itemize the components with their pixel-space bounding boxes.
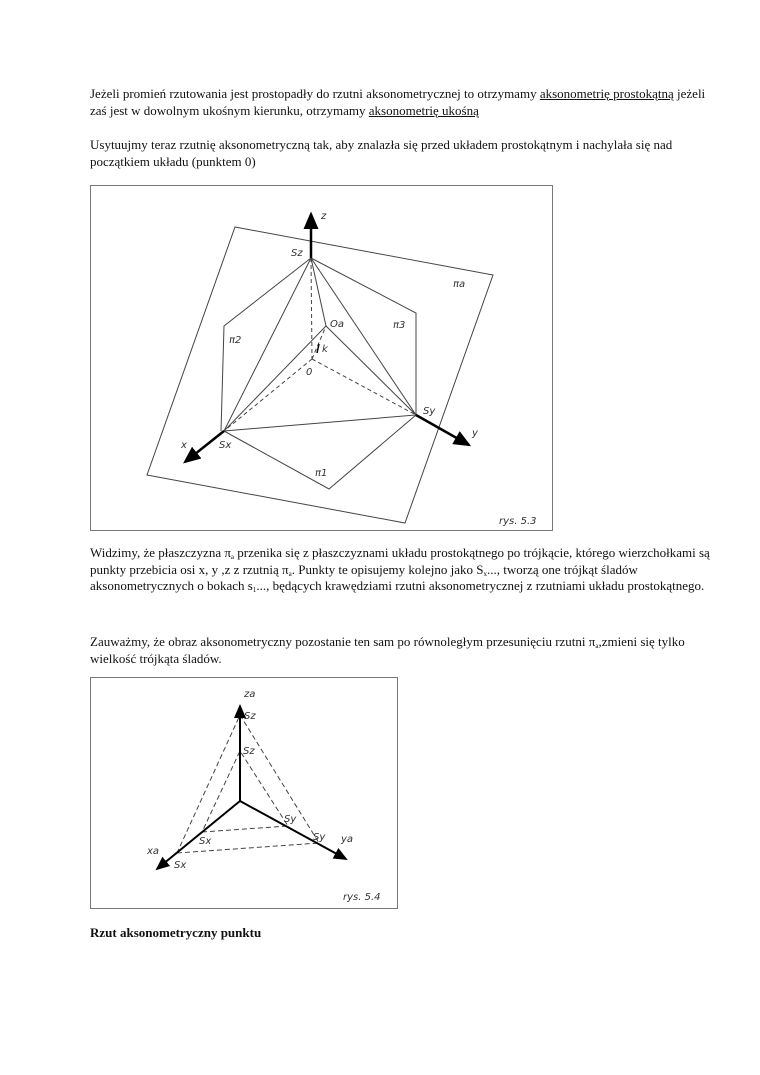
text: Widzimy, że płaszczyzna π [90,545,231,560]
label-o: 0 [306,367,313,378]
label-pi1: π1 [315,468,328,479]
label-sz-inner: Sz [243,746,255,757]
label-xa: xa [147,846,160,857]
text: ,zmieni się tylko wielkość trójkąta śladów. [90,634,685,666]
label-y: y [472,428,478,439]
xa-axis [157,801,240,869]
label-pi-a: πa [453,279,466,290]
label-sy: Sy [423,406,436,417]
link-rectangular-axonometry[interactable]: aksonometrię prostokątną [539,86,674,101]
paragraph-axonometry-types [90,86,710,119]
subscript: a [230,553,235,561]
figure-5-3 [90,185,553,531]
subscript: 1 [252,586,257,594]
ya-axis [240,801,346,859]
label-sy-outer: Sy [313,832,326,843]
figure-caption: rys. 5.3 [499,516,537,527]
figure-5-4-drawing [91,678,397,908]
label-sy-inner: Sy [284,814,297,825]
label-pi2: π2 [229,335,242,346]
label-sx-inner: Sx [199,836,212,847]
figure-5-3-drawing [91,186,552,530]
label-k: k [322,344,328,355]
label-x: x [181,440,187,451]
section-heading: Rzut aksonometryczny punktu [90,925,262,940]
text: przenika się z płaszczyznami układu prostokątnego po trójkącie, którego wierzchołkami są punkty przebicia osi x, y ,z z rzutnią π [90,545,710,577]
link-oblique-axonometry[interactable]: aksonometrię ukośną [368,102,479,118]
label-oa: Oa [330,319,344,330]
text: jeżeli zaś jest w dowolnym ukośnym kierunku, otrzymamy [90,86,706,118]
paragraph-position: Usytuujmy teraz rzutnię aksonometryczną tak, aby znalazła się przed układem prostokątnym i nachylała się nad początkiem układu (punktem 0) [90,137,673,169]
label-ya: ya [341,834,354,845]
label-za: za [244,689,256,700]
subscript: a [288,569,292,578]
text: Jeżeli promień rzutowania jest prostopadły do rzutni aksonometrycznej to otrzymamy [90,86,540,101]
figure-caption: rys. 5.4 [343,892,381,903]
label-pi3: π3 [393,320,406,331]
paragraph-parallel-shift [90,634,710,667]
text: ..., tworzą one trójkąt śladów aksonometrycznych o bokach s [90,561,638,593]
text: Zauważmy, że obraz aksonometryczny pozostanie ten sam po równoległym przesunięciu rzutni π [90,634,596,649]
y-axis [416,415,469,445]
subscript: x [483,569,487,578]
paragraph-trace-triangle [90,545,710,595]
label-sz: Sz [291,248,303,259]
trace-triangle [224,258,416,431]
label-sx-outer: Sx [174,860,187,871]
label-sx: Sx [219,440,232,451]
text: ..., będących krawędziami rzutni aksonometrycznej z rzutniami układu prostokątnego. [256,578,705,593]
label-sz-outer: Sz [244,711,256,722]
subscript: a [595,642,599,650]
text: . Punkty te opisujemy kolejno jako S [291,561,484,577]
figure-5-4 [90,677,398,909]
label-z: z [321,211,327,222]
